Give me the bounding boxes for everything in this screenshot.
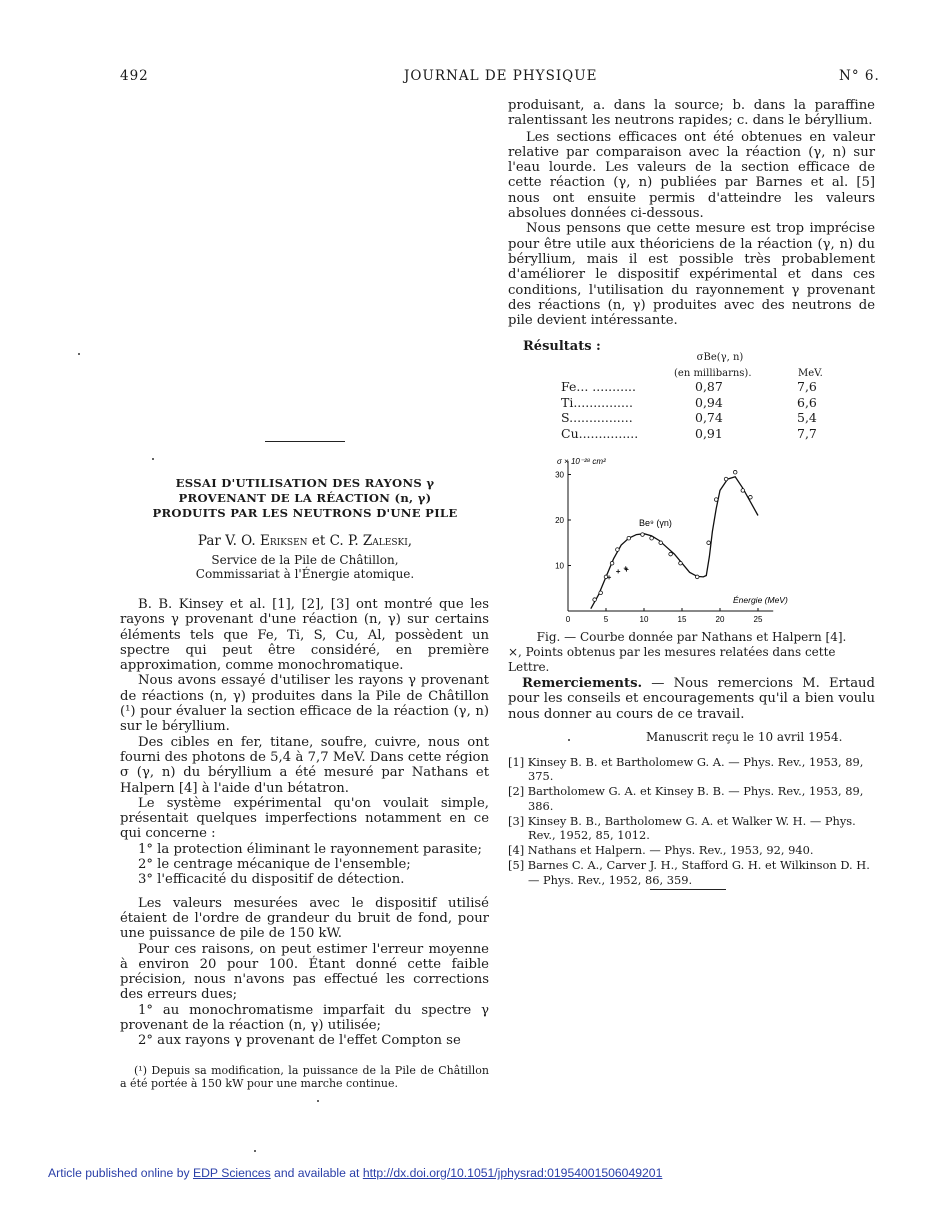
list-item: 2° le centrage mécanique de l'ensemble; [138, 857, 411, 873]
chart-marks [591, 470, 758, 608]
x-tick-label: 0 [565, 615, 571, 624]
end-rule [650, 889, 726, 890]
speck [317, 1100, 319, 1102]
title-line: PRODUITS PAR LES NEUTRONS D'UNE PILE [152, 506, 458, 520]
list-item: 2° aux rayons γ provenant de l'effet Compton se [138, 1033, 461, 1049]
paragraph: B. B. Kinsey et al. [1], [2], [3] ont montré que les rayons γ provenant d'une réaction (n, γ) sur certains éléments tels que Fe, Ti, S, Cu, Al, possèdent un spectre qui peut être considéré, en première approximation, comme monochromatique. [120, 597, 489, 674]
y-tick-label: 30 [555, 470, 564, 480]
data-point-circle [610, 561, 614, 565]
cell-element: Ti............... [561, 394, 633, 410]
footnote: (¹) Depuis sa modification, la puissance de la Pile de Châtillon a été portée à 150 kW pour une marche continue. [120, 1064, 489, 1090]
data-point-circle [749, 495, 753, 499]
data-point-circle [599, 591, 603, 595]
paragraph: Pour ces raisons, on peut estimer l'erreur moyenne à environ 20 pour 100. Étant donné cette faible précision, nous n'avons pas effectué les corrections des erreurs dues; [120, 941, 489, 1003]
y-tick-label: 10 [555, 561, 564, 571]
results-col-head-unit: (en millibarns). [674, 368, 752, 379]
footer-middle: and available at [270, 1166, 363, 1180]
byline-prefix: Par [197, 533, 221, 549]
reference-item: [3] Kinsey B. B., Bartholomew G. A. et Walker W. H. — Phys. Rev., 1952, 85, 1012. [508, 813, 856, 843]
cell-sigma: 0,91 [695, 425, 723, 441]
acknowledgements [508, 676, 875, 722]
separator-rule [265, 441, 345, 442]
speck [78, 353, 80, 355]
nathans-halpern-curve [591, 477, 758, 609]
cell-mev: 5,4 [797, 410, 817, 425]
left-column-text [120, 597, 489, 1049]
list-item: 1° au monochromatisme imparfait du spectre γ provenant de la réaction (n, γ) utilisée; [120, 1002, 489, 1034]
cell-element: S................ [561, 410, 633, 425]
table-row [561, 379, 817, 395]
x-tick-label: 20 [715, 615, 725, 624]
acknowledgements-label: Remerciements. [522, 676, 643, 691]
data-point-circle [627, 536, 631, 540]
acknowledgements-text: — Nous remercions M. Ertaud pour les conseils et encouragements qu'il a bien voulu nous donner au cours de ce travail. [508, 676, 875, 722]
table-row [561, 426, 817, 442]
table-row [561, 410, 817, 426]
results-col-head-mev: MeV. [798, 368, 823, 379]
paragraph: produisant, a. dans la source; b. dans la paraffine ralentissant les neutrons rapides; c. dans le béryllium. [508, 98, 875, 129]
title-line: PROVENANT DE LA RÉACTION (n, γ) [178, 491, 432, 505]
data-point-circle [604, 575, 608, 579]
publisher-link[interactable]: EDP Sciences [192, 1166, 271, 1180]
cell-mev: 7,7 [797, 425, 817, 441]
reference-item: [2] Bartholomew G. A. et Kinsey B. B. — Phys. Rev., 1953, 89, 386. [508, 784, 864, 813]
paragraph: Nous avons essayé d'utiliser les rayons γ provenant de réactions (n, γ) produites dans la Pile de Châtillon (¹) pour évaluer la section efficace de la réaction (γ, n) sur le béryllium. [120, 673, 489, 735]
y-tick-label: 20 [555, 516, 564, 525]
x-tick-label: 10 [639, 615, 649, 624]
results-col-head-sigma [690, 352, 750, 363]
journal-name: JOURNAL DE PHYSIQUE [404, 68, 598, 84]
page-number: 492 [120, 68, 149, 84]
right-column-text [508, 98, 875, 328]
data-point-circle [679, 561, 683, 565]
cell-sigma: 0,87 [695, 379, 723, 394]
results-table [561, 379, 817, 441]
paragraph: Les valeurs mesurées avec le dispositif utilisé étaient de l'ordre de grandeur du bruit de fond, pour une puissance de pile de 150 kW. [120, 895, 489, 942]
reference-item: [5] Barnes C. A., Carver J. H., Stafford G. H. et Wilkinson D. H. — Phys. Rev., 1952, 86, 359. [508, 858, 870, 887]
paragraph: Nous pensons que cette mesure est trop imprécise pour être utile aux théoriciens de la réaction (γ, n) du béryllium, mais il est possible très probablement d'améliorer le dispositif expérimental et dans ces conditions, l'utilisation du rayonnement γ provenant des réactions (n, γ) produites avec des neutrons de pile devient intéressante. [508, 221, 875, 329]
data-point-circle [669, 552, 673, 556]
affiliation [120, 553, 490, 581]
author-name: V. O. Eriksen [225, 533, 308, 549]
author-name: C. P. Zaleski, [329, 533, 413, 549]
cell-element: Fe... ........... [561, 379, 636, 394]
title-line: ESSAI D'UTILISATION DES RAYONS γ [175, 476, 435, 490]
data-point-circle [741, 489, 745, 493]
curve-label: Be⁹ (γn) [639, 518, 672, 528]
footer-prefix: Article published online by [48, 1166, 193, 1180]
table-row [561, 395, 817, 411]
cross-section-chart [540, 448, 840, 628]
caption-line: Fig. — Courbe donnée par Nathans et Halpern [4]. [536, 630, 847, 644]
cell-mev: 7,6 [797, 379, 817, 394]
paragraph: Les sections efficaces ont été obtenues en valeur relative par comparaison avec la réaction (γ, n) sur l'eau lourde. Les valeurs de la section efficace de cette réaction (γ, n) publiées par Barnes et al. [5] nous ont ensuite permis d'atteindre les valeurs absolues données ci-dessous. [508, 129, 875, 222]
x-tick-label: 25 [753, 615, 763, 624]
footer-notice [48, 1166, 662, 1180]
paragraph: Des cibles en fer, titane, soufre, cuivre, nous ont fourni des photons de 5,4 à 7,7 MeV. Dans cette région σ (γ, n) du béryllium a été mesuré par Nathans et Halpern [4] à l'aide d'un bétatron. [120, 734, 489, 796]
byline-join: et [311, 533, 326, 549]
data-point-circle [616, 548, 620, 552]
speck [254, 1150, 256, 1152]
figure-caption [508, 630, 875, 675]
speck [568, 739, 570, 741]
affiliation-line: Service de la Pile de Châtillon, [211, 553, 399, 567]
data-point-circle [650, 536, 654, 540]
reference-item: [4] Nathans et Halpern. — Phys. Rev., 1953, 92, 940. [508, 843, 814, 858]
received-date: Manuscrit reçu le 10 avril 1954. [646, 730, 843, 744]
data-point-circle [593, 598, 597, 602]
data-point-circle [695, 575, 699, 579]
cell-element: Cu............... [561, 425, 639, 441]
data-point-circle [714, 498, 718, 502]
references-list [508, 755, 875, 888]
doi-link[interactable]: http://dx.doi.org/10.1051/jphysrad:01954001506049201 [362, 1166, 663, 1180]
data-point-circle [659, 541, 663, 545]
reference-item: [1] Kinsey B. B. et Bartholomew G. A. — Phys. Rev., 1953, 89, 375. [508, 755, 864, 784]
speck [152, 458, 154, 460]
list-item: 1° la protection éliminant le rayonnement parasite; [138, 841, 482, 857]
issue-number: N° 6. [839, 68, 880, 84]
y-axis-label: σ × 10⁻²⁸ cm² [557, 457, 606, 466]
data-point-cross [616, 569, 620, 573]
article-title [120, 476, 490, 521]
data-point-circle [707, 541, 711, 545]
x-tick-label: 15 [677, 615, 687, 624]
data-point-circle [724, 477, 728, 481]
x-axis-label: Énergie (MeV) [733, 595, 788, 605]
list-item: 3° l'efficacité du dispositif de détection. [138, 872, 405, 888]
cell-sigma: 0,74 [695, 410, 723, 425]
cell-mev: 6,6 [797, 394, 817, 410]
byline [120, 533, 490, 549]
affiliation-line: Commissariat à l'Énergie atomique. [195, 567, 415, 581]
x-tick-label: 5 [603, 615, 609, 624]
cell-sigma: 0,94 [695, 394, 723, 410]
paragraph: Le système expérimental qu'on voulait simple, présentait quelques imperfections notamment en ce qui concerne : [120, 795, 489, 842]
data-point-circle [641, 533, 645, 537]
caption-line: ×, Points obtenus par les mesures relatées dans cette Lettre. [508, 645, 836, 674]
results-heading: Résultats : [523, 339, 601, 354]
data-point-circle [733, 470, 737, 474]
col-head-sigma: σBe(γ, n) [696, 352, 744, 363]
